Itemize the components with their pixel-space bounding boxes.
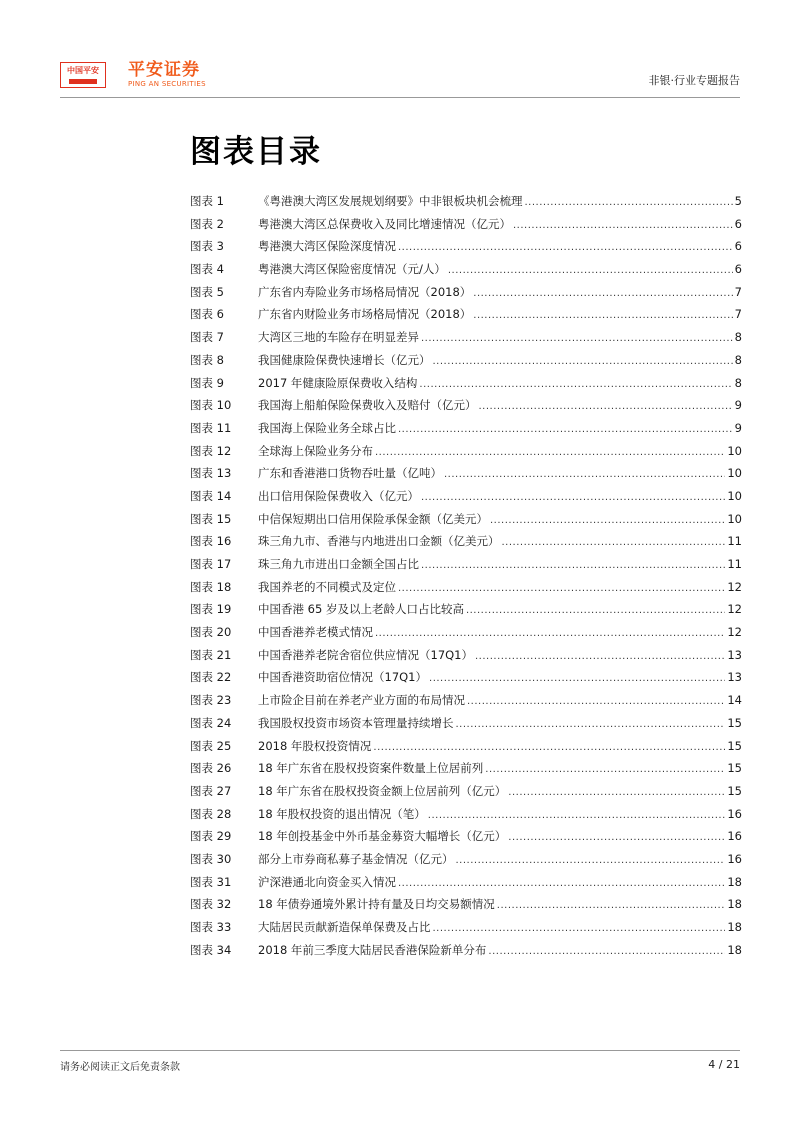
toc-entry[interactable] [190, 530, 742, 553]
toc-entry[interactable] [190, 621, 742, 644]
toc-entry-label: 图表 27 [190, 783, 232, 798]
toc-entry-label: 图表 11 [190, 420, 232, 435]
toc-entry-label: 图表 6 [190, 307, 224, 322]
toc-entry-label: 图表 32 [190, 897, 232, 912]
toc-entry-page: 10 [727, 488, 742, 503]
toc-entry-title: 中国香港 65 岁及以上老龄人口占比较高 [258, 602, 464, 617]
toc-entry[interactable] [190, 326, 742, 349]
toc-entry-page: 9 [734, 398, 742, 413]
toc-leader-dots [479, 396, 733, 419]
toc-entry-label: 图表 13 [190, 466, 232, 481]
toc-leader-dots [475, 646, 725, 669]
footer-divider [60, 1050, 740, 1051]
toc-leader-dots [513, 215, 733, 238]
toc-entry-page: 8 [734, 330, 742, 345]
toc-entry-title: 《粤港澳大湾区发展规划纲要》中非银板块机会梳理 [258, 194, 523, 208]
toc-leader-dots [525, 192, 733, 215]
toc-entry-title: 中国香港资助宿位情况（17Q1） [258, 670, 428, 685]
toc-entry-page: 11 [727, 534, 742, 549]
toc-entry-title: 我国海上船舶保险保费收入及赔付（亿元） [258, 398, 477, 413]
toc-entry-page: 10 [727, 466, 742, 481]
toc-leader-dots [375, 442, 725, 465]
toc-entry-page: 18 [727, 897, 742, 912]
toc-entry-page: 6 [734, 239, 742, 254]
toc-entry-title: 18 年广东省在股权投资案件数量上位居前列 [258, 761, 484, 776]
toc-entry-title: 珠三角九市进出口金额全国占比 [258, 557, 419, 571]
toc-entry[interactable] [190, 576, 742, 599]
toc-entry-page: 9 [734, 420, 742, 435]
toc-entry[interactable] [190, 848, 742, 871]
toc-entry[interactable] [190, 303, 742, 326]
toc-leader-dots [444, 464, 725, 487]
logo-bar [69, 79, 97, 84]
toc-entry-title: 中国香港养老模式情况 [258, 625, 373, 640]
toc-leader-dots [467, 691, 725, 714]
toc-leader-dots [428, 805, 726, 828]
toc-entry-label: 图表 16 [190, 534, 232, 549]
toc-leader-dots [421, 328, 733, 351]
toc-entry-label: 图表 1 [190, 194, 224, 208]
toc-entry-title: 大陆居民贡献新造保单保费及占比 [258, 920, 431, 934]
toc-leader-dots [448, 260, 733, 283]
brand-name: 平安证券 [128, 60, 200, 80]
toc-entry-page: 15 [727, 738, 742, 753]
table-of-figures [190, 190, 742, 961]
footer-disclaimer: 请务必阅读正文后免责条款 [60, 1062, 180, 1073]
toc-entry-label: 图表 25 [190, 738, 232, 753]
toc-leader-dots [456, 850, 726, 873]
toc-entry-page: 15 [727, 761, 742, 776]
toc-entry[interactable] [190, 939, 742, 962]
toc-leader-dots [398, 237, 733, 260]
toc-entry-page: 11 [727, 557, 742, 571]
toc-leader-dots [508, 782, 725, 805]
toc-entry-title: 2018 年股权投资情况 [258, 738, 372, 753]
toc-entry-label: 图表 9 [190, 375, 224, 390]
toc-leader-dots [398, 419, 733, 442]
toc-entry-title: 粤港澳大湾区保险密度情况（元/人） [258, 262, 446, 277]
toc-entry[interactable] [190, 349, 742, 372]
toc-entry[interactable] [190, 893, 742, 916]
toc-entry-label: 图表 4 [190, 262, 224, 277]
toc-entry[interactable] [190, 281, 742, 304]
toc-entry-page: 6 [734, 262, 742, 277]
toc-entry[interactable] [190, 871, 742, 894]
toc-entry-title: 出口信用保险保费收入（亿元） [258, 488, 419, 503]
toc-entry-label: 图表 24 [190, 715, 232, 730]
toc-entry[interactable] [190, 916, 742, 939]
toc-leader-dots [485, 759, 725, 782]
toc-leader-dots [488, 941, 725, 964]
toc-entry-title: 2018 年前三季度大陆居民香港保险新单分布 [258, 942, 487, 957]
toc-leader-dots [466, 600, 725, 623]
toc-entry-title: 珠三角九市、香港与内地进出口金额（亿美元） [258, 534, 500, 549]
toc-entry-label: 图表 33 [190, 920, 232, 934]
toc-leader-dots [433, 351, 733, 374]
toc-entry-title: 我国健康险保费快速增长（亿元） [258, 352, 431, 367]
toc-entry[interactable] [190, 213, 742, 236]
toc-entry-title: 沪深港通北向资金买入情况 [258, 874, 396, 889]
toc-leader-dots [373, 737, 725, 760]
toc-entry-title: 18 年股权投资的退出情况（笔） [258, 806, 426, 821]
toc-entry[interactable] [190, 780, 742, 803]
toc-entry-title: 2017 年健康险原保费收入结构 [258, 375, 418, 390]
toc-entry[interactable] [190, 417, 742, 440]
toc-entry-title: 中信保短期出口信用保险承保金额（亿美元） [258, 511, 488, 526]
toc-entry[interactable] [190, 258, 742, 281]
toc-entry-page: 14 [727, 693, 742, 708]
toc-entry[interactable] [190, 644, 742, 667]
toc-entry-label: 图表 14 [190, 488, 232, 503]
toc-entry-title: 18 年广东省在股权投资金额上位居前列（亿元） [258, 783, 507, 798]
toc-leader-dots [429, 668, 725, 691]
toc-entry-page: 15 [727, 783, 742, 798]
toc-leader-dots [473, 283, 732, 306]
toc-entry[interactable] [190, 190, 742, 213]
toc-entry-label: 图表 3 [190, 239, 224, 254]
report-type: 非银·行业专题报告 [648, 74, 740, 87]
toc-entry-title: 全球海上保险业务分布 [258, 443, 373, 458]
toc-entry-page: 18 [727, 920, 742, 934]
brand-name-en: PING AN SECURITIES [128, 80, 206, 88]
toc-entry-title: 广东省内寿险业务市场格局情况（2018） [258, 284, 472, 299]
toc-entry-title: 18 年债券通境外累计持有量及日均交易额情况 [258, 897, 495, 912]
toc-leader-dots [502, 532, 726, 555]
toc-entry[interactable] [190, 825, 742, 848]
toc-entry[interactable] [190, 553, 742, 576]
toc-leader-dots [398, 873, 725, 896]
toc-entry-label: 图表 21 [190, 647, 232, 662]
toc-entry-page: 12 [727, 579, 742, 594]
toc-entry-label: 图表 34 [190, 942, 232, 957]
toc-entry-page: 7 [734, 284, 742, 299]
toc-entry-page: 13 [727, 647, 742, 662]
toc-entry-label: 图表 12 [190, 443, 232, 458]
toc-entry-label: 图表 10 [190, 398, 232, 413]
toc-entry-page: 18 [727, 942, 742, 957]
toc-entry-title: 粤港澳大湾区保险深度情况 [258, 239, 396, 254]
toc-entry-title: 广东和香港港口货物吞吐量（亿吨） [258, 466, 442, 481]
toc-entry-page: 16 [727, 829, 742, 844]
toc-leader-dots [497, 895, 726, 918]
page-header [60, 60, 740, 92]
toc-entry-title: 大湾区三地的车险存在明显差异 [258, 330, 419, 345]
toc-entry[interactable] [190, 598, 742, 621]
toc-entry-label: 图表 29 [190, 829, 232, 844]
toc-entry-title: 我国海上保险业务全球占比 [258, 420, 396, 435]
toc-entry-label: 图表 7 [190, 330, 224, 345]
toc-entry-label: 图表 5 [190, 284, 224, 299]
toc-entry[interactable] [190, 666, 742, 689]
toc-entry-label: 图表 15 [190, 511, 232, 526]
toc-entry-label: 图表 8 [190, 352, 224, 367]
toc-entry-page: 5 [734, 194, 742, 208]
toc-entry[interactable] [190, 485, 742, 508]
toc-entry[interactable] [190, 235, 742, 258]
toc-entry[interactable] [190, 735, 742, 758]
toc-entry-title: 中国香港养老院舍宿位供应情况（17Q1） [258, 647, 473, 662]
brand-logo [128, 60, 206, 89]
toc-leader-dots [419, 374, 732, 397]
toc-entry-title: 我国股权投资市场资本管理量持续增长 [258, 715, 454, 730]
toc-leader-dots [508, 827, 725, 850]
toc-entry-page: 16 [727, 806, 742, 821]
toc-entry[interactable] [190, 757, 742, 780]
page-number: 4 / 21 [708, 1058, 740, 1071]
toc-entry[interactable] [190, 689, 742, 712]
toc-entry-page: 10 [727, 443, 742, 458]
toc-entry-title: 粤港澳大湾区总保费收入及同比增速情况（亿元） [258, 216, 511, 231]
toc-entry-page: 13 [727, 670, 742, 685]
toc-entry-label: 图表 28 [190, 806, 232, 821]
toc-entry-label: 图表 22 [190, 670, 232, 685]
toc-entry-page: 6 [734, 216, 742, 231]
toc-entry-label: 图表 2 [190, 216, 224, 231]
page-title: 图表目录 [190, 134, 322, 170]
toc-entry-page: 15 [727, 715, 742, 730]
toc-leader-dots [433, 918, 726, 941]
toc-entry-label: 图表 26 [190, 761, 232, 776]
toc-entry-page: 12 [727, 602, 742, 617]
toc-entry-page: 7 [734, 307, 742, 322]
toc-entry-title: 广东省内财险业务市场格局情况（2018） [258, 307, 472, 322]
toc-entry-label: 图表 20 [190, 625, 232, 640]
toc-entry-title: 上市险企目前在养老产业方面的布局情况 [258, 693, 465, 708]
toc-entry-label: 图表 30 [190, 851, 232, 866]
toc-entry-page: 12 [727, 625, 742, 640]
toc-leader-dots [421, 487, 725, 510]
toc-entry-title: 我国养老的不同模式及定位 [258, 579, 396, 594]
toc-entry[interactable] [190, 508, 742, 531]
toc-entry-page: 8 [734, 375, 742, 390]
header-divider [60, 97, 740, 98]
toc-entry-title: 18 年创投基金中外币基金募资大幅增长（亿元） [258, 829, 507, 844]
toc-entry-page: 18 [727, 874, 742, 889]
toc-entry-page: 8 [734, 352, 742, 367]
toc-entry-label: 图表 23 [190, 693, 232, 708]
toc-leader-dots [456, 714, 726, 737]
toc-entry[interactable] [190, 394, 742, 417]
toc-leader-dots [375, 623, 725, 646]
toc-entry[interactable] [190, 803, 742, 826]
china-pingan-logo [60, 62, 106, 88]
toc-entry-label: 图表 19 [190, 602, 232, 617]
toc-leader-dots [473, 305, 732, 328]
toc-entry-label: 图表 31 [190, 874, 232, 889]
toc-entry-title: 部分上市券商私募子基金情况（亿元） [258, 851, 454, 866]
logo-text: 中国平安 [67, 66, 99, 75]
toc-entry-page: 10 [727, 511, 742, 526]
toc-entry[interactable] [190, 462, 742, 485]
toc-entry-label: 图表 17 [190, 557, 232, 571]
toc-entry[interactable] [190, 372, 742, 395]
toc-entry[interactable] [190, 712, 742, 735]
toc-entry[interactable] [190, 440, 742, 463]
toc-entry-label: 图表 18 [190, 579, 232, 594]
toc-leader-dots [490, 510, 725, 533]
toc-leader-dots [398, 578, 725, 601]
toc-leader-dots [421, 555, 725, 578]
toc-entry-page: 16 [727, 851, 742, 866]
